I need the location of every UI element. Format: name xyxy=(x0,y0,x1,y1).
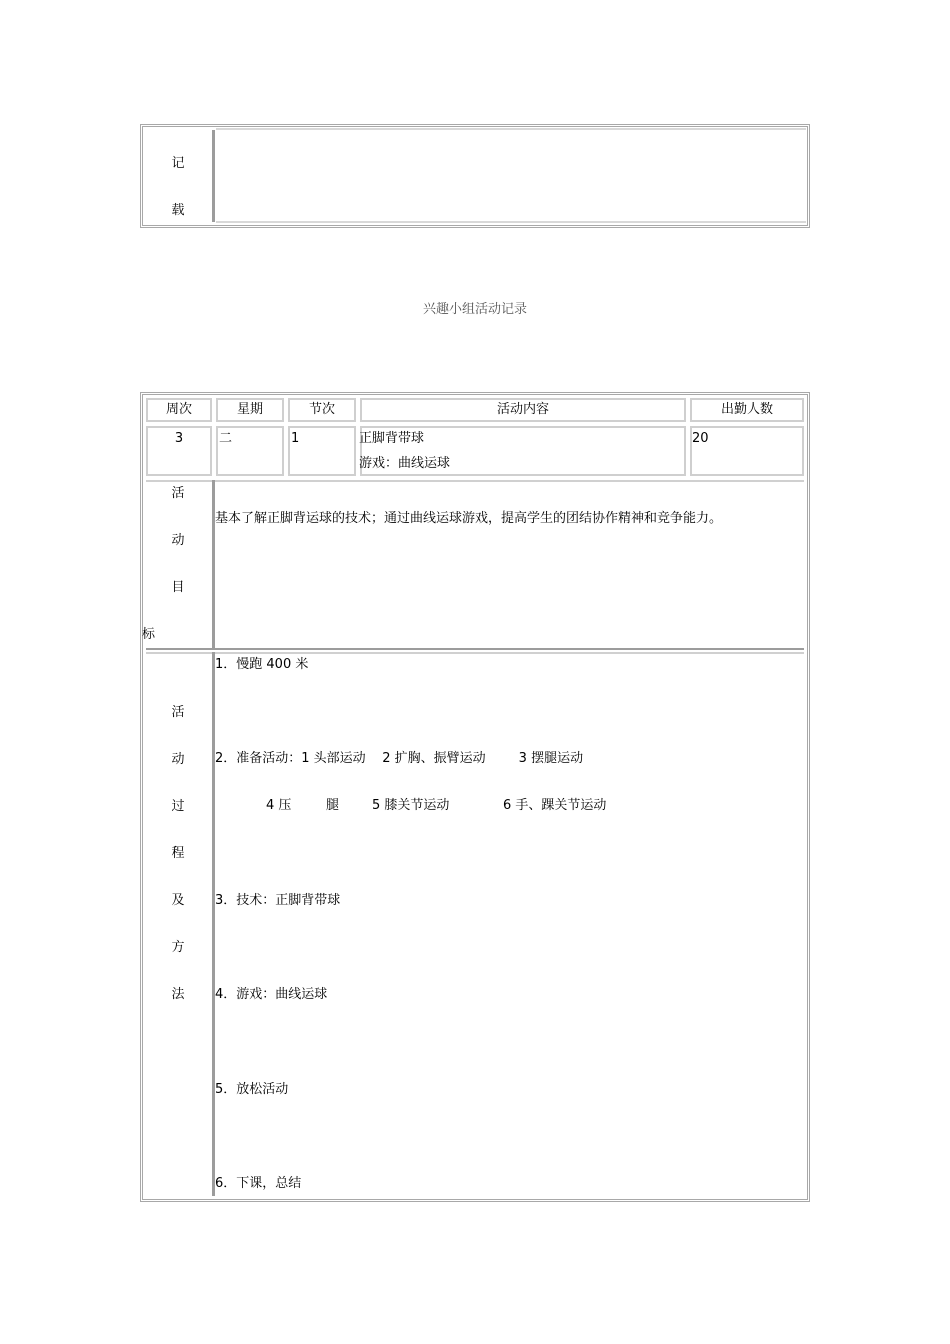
value-period: 1 xyxy=(291,431,300,446)
process-step-1: 1．慢跑 400 米 xyxy=(215,657,309,672)
process-step-5: 5．放松活动 xyxy=(215,1082,289,1097)
top-table-divider xyxy=(212,130,215,222)
process-step-2b-d: 6 手、踝关节运动 xyxy=(503,798,607,813)
process-label-char-6: 方 xyxy=(171,940,185,955)
record-top-table xyxy=(140,124,810,228)
top-table-inner-border-bottom xyxy=(216,221,806,223)
header-period: 节次 xyxy=(308,402,335,417)
goal-divider xyxy=(212,480,215,648)
goal-label-char-2: 动 xyxy=(171,533,185,548)
goal-label-last: 标 xyxy=(142,627,156,642)
process-step-2: 2．准备活动：1 头部运动 2 扩胸、振臂运动 3 摆腿运动 xyxy=(215,751,584,766)
process-step-6: 6．下课，总结 xyxy=(215,1176,302,1191)
section-title: 兴趣小组活动记录 xyxy=(422,302,527,317)
process-step-2b-b: 腿 xyxy=(326,798,340,813)
process-label-char-2: 动 xyxy=(171,752,185,767)
process-label-char-5: 及 xyxy=(171,893,185,908)
process-label-char-4: 程 xyxy=(171,846,185,861)
value-content-line2: 游戏：曲线运球 xyxy=(359,456,451,471)
value-weekday: 二 xyxy=(219,431,233,446)
process-top-border-inner xyxy=(146,652,804,654)
process-step-2b-a: 4 压 xyxy=(266,798,292,813)
goal-label-char-1: 活 xyxy=(171,486,185,501)
process-step-2b-c: 5 膝关节运动 xyxy=(372,798,450,813)
value-content-line1: 正脚背带球 xyxy=(359,431,425,446)
goal-label-char-3: 目 xyxy=(171,580,185,595)
top-label-char-2: 载 xyxy=(171,203,185,218)
goal-text: 基本了解正脚背运球的技术；通过曲线运球游戏，提高学生的团结协作精神和竞争能力。 xyxy=(215,511,723,526)
header-attendance: 出勤人数 xyxy=(720,402,773,417)
header-weekday: 星期 xyxy=(236,402,263,417)
process-step-3: 3．技术：正脚背带球 xyxy=(215,893,341,908)
top-label-char-1: 记 xyxy=(171,156,185,171)
value-week: 3 xyxy=(174,431,184,446)
goal-top-border xyxy=(146,480,804,482)
process-top-border xyxy=(146,648,804,650)
top-table-inner-border xyxy=(216,128,806,130)
process-step-4: 4．游戏：曲线运球 xyxy=(215,987,328,1002)
process-divider xyxy=(212,652,215,1196)
header-week: 周次 xyxy=(165,402,192,417)
value-attendance: 20 xyxy=(692,431,709,446)
header-content: 活动内容 xyxy=(496,402,549,417)
process-label-char-3: 过 xyxy=(171,799,185,814)
process-label-char-7: 法 xyxy=(171,987,185,1002)
process-label-char-1: 活 xyxy=(171,705,185,720)
